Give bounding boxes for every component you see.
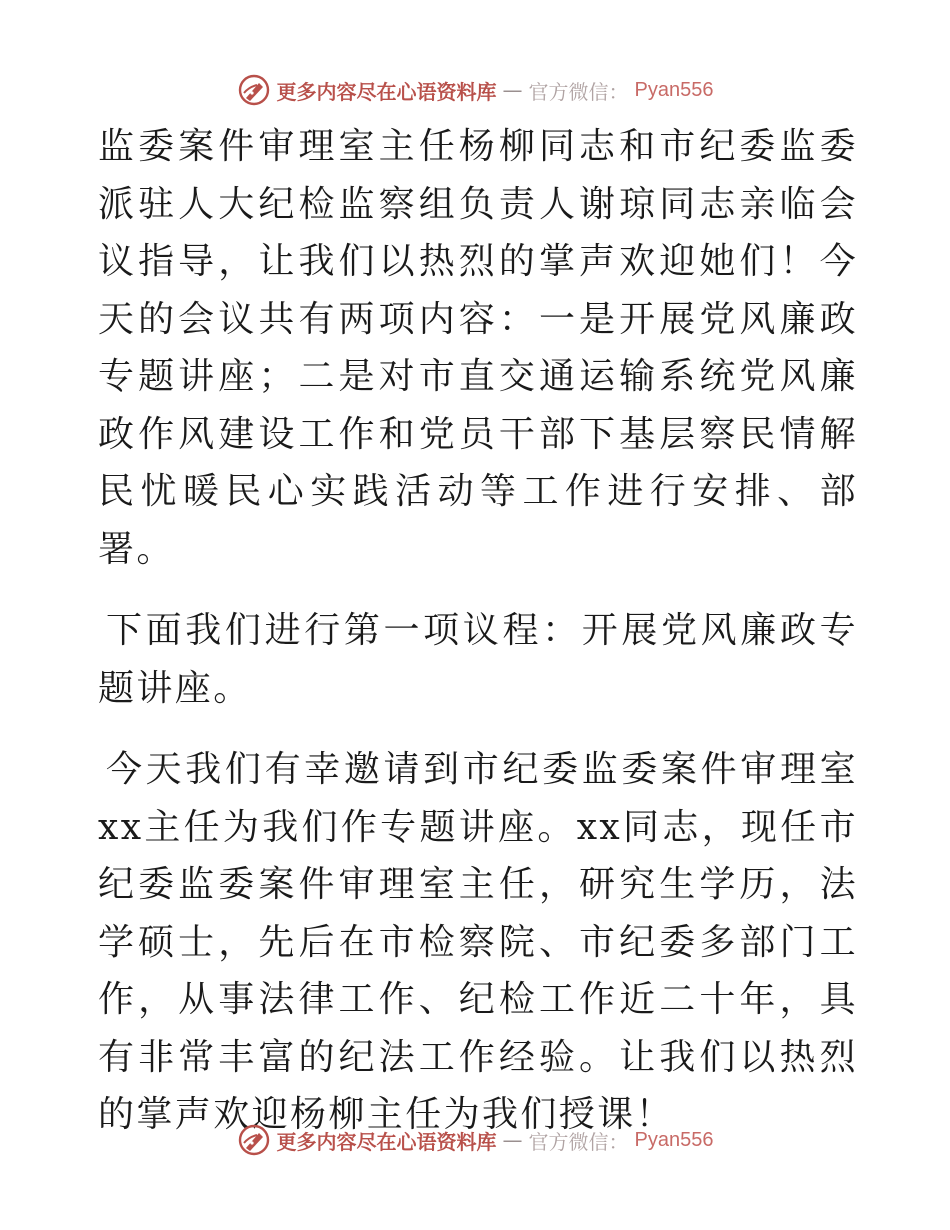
watermark-separator: — — [502, 78, 523, 102]
paragraph: 监委案件审理室主任杨柳同志和市纪委监委派驻人大纪检监察组负责人谢琼同志亲临会议指导，让我们以热烈的掌声欢迎她们！今天的会议共有两项内容：一是开展党风廉政专题讲座；二是对市直交通运输系统党风廉政作风建设工作和党员干部下基层察民情解民忧暖民心实践活动等工作进行安排、部署。 — [98, 126, 858, 570]
watermark-main-text: 更多内容尽在心语资料库 — [276, 1129, 497, 1154]
paragraph: 下面我们进行第一项议程：开展党风廉政专题讲座。 — [98, 610, 858, 709]
document-body — [98, 118, 858, 1168]
watermark-main-text: 更多内容尽在心语资料库 — [276, 79, 497, 104]
watermark-separator: — — [502, 1128, 523, 1152]
watermark-account: Pyan556 — [634, 1128, 714, 1151]
watermark-account: Pyan556 — [634, 78, 714, 101]
paragraph: 今天我们有幸邀请到市纪委监委案件审理室xx主任为我们作专题讲座。xx同志，现任市纪委监委案件审理室主任，研究生学历，法学硕士，先后在市检察院、市纪委多部门工作，从事法律工作、纪检工作近二十年，具有非常丰富的纪法工作经验。让我们以热烈的掌声欢迎杨柳主任为我们授课！ — [98, 749, 858, 1135]
header-watermark — [0, 72, 950, 108]
footer-watermark — [0, 1122, 950, 1158]
pen-nib-logo-icon — [237, 73, 271, 107]
pen-nib-logo-icon — [237, 1123, 271, 1157]
watermark-sub-text: 官方微信： — [528, 1129, 629, 1154]
watermark-sub-text: 官方微信： — [528, 79, 629, 104]
